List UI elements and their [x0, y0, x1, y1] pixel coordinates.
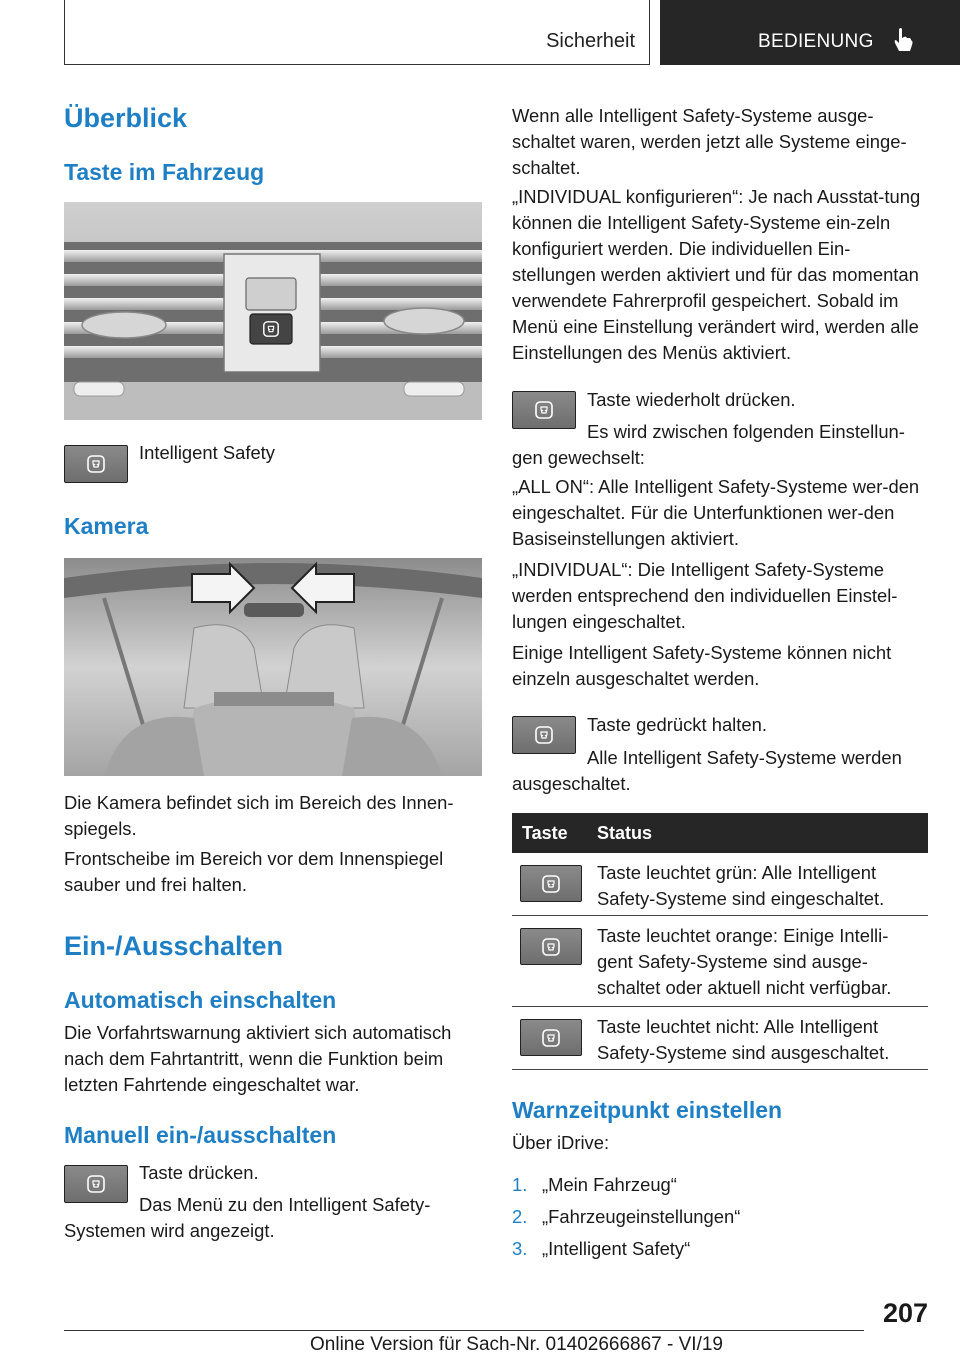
- manual-menu-text: Das Menü zu den Intelligent Safety-Systemen wird angezeigt.: [64, 1194, 431, 1241]
- list-item-number: 3.: [512, 1238, 528, 1259]
- heading-auto-on: Automatisch einschalten: [64, 987, 337, 1013]
- list-item: „Mein Fahrzeug“: [542, 1174, 677, 1195]
- individual-text: „INDIVIDUAL“: Die Intelligent Safety-Systeme werden entsprechend den individuellen Einstel-lungen eingeschaltet.: [512, 559, 898, 632]
- repeat-press-text: Taste wiederholt drücken.: [587, 389, 796, 410]
- table-row: [512, 916, 928, 1007]
- list-item: „Intelligent Safety“: [542, 1238, 691, 1259]
- footer-divider: [64, 1330, 864, 1331]
- status-table-header: [512, 813, 928, 853]
- heading-warning-time: Warnzeitpunkt einstellen: [512, 1097, 783, 1123]
- manual-press-text: Taste drücken.: [139, 1162, 259, 1183]
- header-section-box: [64, 0, 650, 65]
- button-caption: Intelligent Safety: [139, 442, 275, 463]
- list-item: „Fahrzeugeinstellungen“: [542, 1206, 741, 1227]
- list-item-number: 2.: [512, 1206, 528, 1227]
- camera-interior-photo: [64, 558, 482, 776]
- dashboard-button-photo: [64, 202, 482, 420]
- table-row-status: Taste leuchtet orange: Einige Intelli-gent Safety-Systeme sind ausge-schaltet oder aktuell nicht verfügbar.: [597, 925, 892, 998]
- repeat-switch-text: Es wird zwischen folgenden Einstellun-gen gewechselt:: [512, 421, 905, 468]
- table-row: [512, 1007, 928, 1070]
- list-item-number: 1.: [512, 1174, 528, 1195]
- heading-camera: Kamera: [64, 513, 149, 539]
- some-systems-text: Einige Intelligent Safety-Systeme können nicht einzeln ausgeschaltet werden.: [512, 642, 892, 689]
- heading-overview: Überblick: [64, 103, 188, 133]
- heading-manual: Manuell ein-/ausschalten: [64, 1122, 337, 1148]
- via-idrive-text: Über iDrive:: [512, 1132, 610, 1153]
- table-row: [512, 853, 928, 916]
- table-row-status: Taste leuchtet nicht: Alle Intelligent Safety-Systeme sind ausgeschaltet.: [597, 1016, 890, 1063]
- auto-on-text: Die Vorfahrtswarnung aktiviert sich automatisch nach dem Fahrtantritt, wenn die Funktion beim letzten Fahrtende eingeschaltet war.: [64, 1022, 452, 1095]
- camera-text-2: Frontscheibe im Bereich vor dem Innenspiegel sauber und frei halten.: [64, 848, 444, 895]
- intelligent-safety-key-icon: [520, 1019, 582, 1056]
- header-chapter-box: [660, 0, 960, 65]
- heading-on-off: Ein-/Ausschalten: [64, 931, 284, 961]
- hold-off-text: Alle Intelligent Safety-Systeme werden ausgeschaltet.: [512, 747, 902, 794]
- header-section-label: Sicherheit: [546, 30, 635, 52]
- header-chapter-label: BEDIENUNG: [758, 31, 874, 52]
- table-col-status: Status: [597, 823, 653, 843]
- intelligent-safety-key-icon: [520, 865, 582, 902]
- right-para-1: Wenn alle Intelligent Safety-Systeme ausge-schaltet waren, werden jetzt alle Systeme einge-schaltet.: [512, 105, 907, 178]
- all-on-text: „ALL ON“: Alle Intelligent Safety-Systeme wer-den eingeschaltet. Für die Unterfunktionen wer-den Basiseinstellungen aktiviert.: [512, 476, 920, 549]
- hand-pointer-icon: [892, 27, 914, 53]
- table-row-status: Taste leuchtet grün: Alle Intelligent Safety-Systeme sind eingeschaltet.: [597, 862, 885, 909]
- hold-press-text: Taste gedrückt halten.: [587, 714, 767, 735]
- footer-version: Online Version für Sach-Nr. 01402666867 - VI/19: [310, 1334, 723, 1355]
- intelligent-safety-key-icon: [64, 445, 128, 483]
- right-para-2: „INDIVIDUAL konfigurieren“: Je nach Ausstat-tung können die Intelligent Safety-Systeme ein-zeln konfiguriert werden. Die individuellen Ein-stellungen werden aktiviert und für das momentan verwendete Fahrerprofil gespeichert. Sobald im Menü eine Einstellung verändert wird, werden alle Einstellungen des Menüs aktiviert.: [512, 186, 921, 363]
- camera-text-1: Die Kamera befindet sich im Bereich des Innen-spiegels.: [64, 792, 454, 839]
- intelligent-safety-key-icon: [520, 928, 582, 965]
- page-number: 207: [882, 1298, 928, 1328]
- heading-button-in-vehicle: Taste im Fahrzeug: [64, 159, 265, 185]
- table-col-key: Taste: [522, 823, 568, 843]
